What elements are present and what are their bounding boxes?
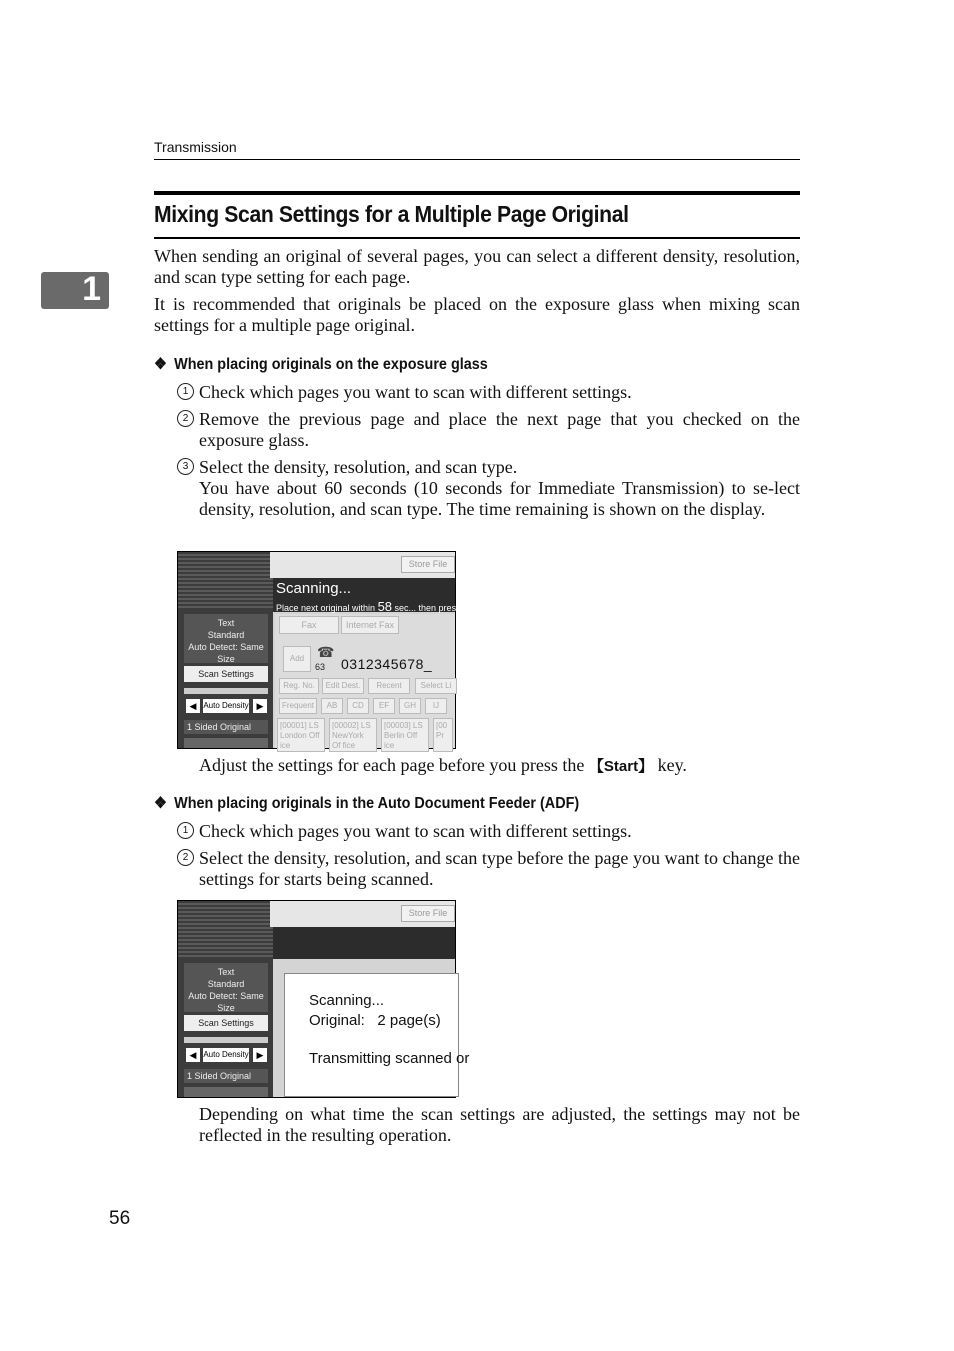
message-bar <box>273 927 455 959</box>
fax-icon: ☎ <box>317 644 335 660</box>
tab-fax[interactable]: Fax <box>279 616 339 634</box>
add-button[interactable]: Add <box>283 646 311 672</box>
note-timing: Depending on what time the scan settings are adjusted, the settings may not be reflected in the resulting operation. <box>199 1104 800 1145</box>
auto-density-button[interactable]: Auto Density <box>203 1048 249 1062</box>
destination-button[interactable]: [00002] LS NewYork Of fice <box>329 718 377 752</box>
step-item <box>177 409 800 451</box>
scan-settings-summary: Text Standard Auto Detect: Same Size <box>184 963 268 1012</box>
sided-original-button[interactable]: 1 Sided Original <box>184 720 268 734</box>
header-rule <box>154 159 800 160</box>
step-text: Remove the previous page and place the next page that you checked on the exposure glass. <box>199 409 800 450</box>
destination-button[interactable]: [00003] LS Berlin Off ice <box>381 718 429 752</box>
page-title: Mixing Scan Settings for a Multiple Page Original <box>154 201 629 227</box>
group-button[interactable]: CD <box>347 698 369 714</box>
place-next-message: Place next original within 58 sec... then press the St <box>276 599 487 614</box>
transmitting-message: Transmitting scanned or <box>309 1050 470 1067</box>
store-file-button[interactable]: Store File <box>401 556 455 573</box>
density-slider[interactable] <box>184 688 268 694</box>
intro-paragraph-1: When sending an original of several pages, you can select a different density, resolution, and scan type setting for each page. <box>154 246 800 287</box>
step-text: Check which pages you want to scan with different settings. <box>199 382 632 402</box>
scan-settings-button[interactable]: Scan Settings <box>184 666 268 682</box>
scan-settings-summary: Text Standard Auto Detect: Same Size <box>184 614 268 663</box>
bottom-left-button[interactable] <box>184 738 268 748</box>
group-button[interactable]: AB <box>321 698 343 714</box>
step-number: 2 <box>177 849 194 866</box>
density-lighter-button[interactable]: ◀ <box>186 699 200 713</box>
scanning-message-bar <box>273 578 487 614</box>
scanning-label: Scanning... <box>276 580 352 597</box>
original-pages: Original: 2 page(s) <box>309 1012 441 1029</box>
step-item <box>177 382 800 403</box>
edit-dest-button[interactable]: Edit Dest. <box>322 678 364 694</box>
step-item <box>177 457 800 478</box>
step-item <box>177 848 800 890</box>
group-button[interactable]: Frequent <box>279 698 317 714</box>
start-key: 【Start】 <box>588 758 654 775</box>
step-text: Select the density, resolution, and scan type before the page you want to change the settings for starts being scanned. <box>199 848 800 889</box>
destination-button[interactable]: [00 Pr <box>433 718 453 752</box>
step-item <box>177 821 800 842</box>
scanning-label: Scanning... <box>309 992 385 1009</box>
scanning-dialog <box>284 973 470 1097</box>
fax-number-input[interactable]: 0312345678_ <box>341 656 433 672</box>
seconds-remaining: 58 <box>377 599 393 614</box>
density-darker-button[interactable]: ▶ <box>253 1048 267 1062</box>
diamond-icon: ❖ <box>154 356 167 373</box>
screenshot-scanning-adf <box>177 900 470 1098</box>
tab-internet-fax[interactable]: Internet Fax <box>341 616 399 634</box>
step-text: Check which pages you want to scan with different settings. <box>199 821 632 841</box>
title-bottom-rule <box>154 237 800 239</box>
title-top-rule <box>154 191 800 195</box>
step-3-detail: You have about 60 seconds (10 seconds for Immediate Transmission) to se-lect density, resolution, and scan type. The time remaining is shown on the display. <box>199 478 800 519</box>
auto-density-button[interactable]: Auto Density <box>203 699 249 713</box>
scan-settings-button[interactable]: Scan Settings <box>184 1015 268 1031</box>
sided-original-button[interactable]: 1 Sided Original <box>184 1069 268 1083</box>
page-number: 56 <box>109 1208 131 1229</box>
select-list-button[interactable]: Select Li <box>415 678 457 694</box>
step-number: 2 <box>177 410 194 427</box>
store-file-button[interactable]: Store File <box>401 905 455 922</box>
intro-paragraph-2: It is recommended that originals be placed on the exposure glass when mixing scan settings for a multiple page original. <box>154 294 800 335</box>
step-number: 1 <box>177 822 194 839</box>
group-button[interactable]: EF <box>373 698 395 714</box>
section-heading-adf <box>154 793 579 813</box>
section-heading-glass <box>154 354 488 374</box>
group-button[interactable]: GH <box>399 698 421 714</box>
step-text: Select the density, resolution, and scan type. <box>199 457 518 477</box>
running-head: Transmission <box>154 139 237 155</box>
group-button[interactable]: IJ <box>425 698 447 714</box>
section-heading-text: When placing originals in the Auto Document Feeder (ADF) <box>174 795 580 812</box>
note-adjust-settings: Adjust the settings for each page before you press the 【Start】 key. <box>199 755 687 775</box>
density-lighter-button[interactable]: ◀ <box>186 1048 200 1062</box>
destination-button[interactable]: [00001] LS London Off ice <box>277 718 325 752</box>
screenshot-scanning-glass <box>177 551 487 750</box>
section-heading-text: When placing originals on the exposure glass <box>174 356 488 373</box>
chapter-number: 1 <box>82 270 101 308</box>
density-slider[interactable] <box>184 1037 268 1043</box>
chapter-tab <box>41 272 109 309</box>
destination-count: 63 <box>315 662 326 672</box>
step-number: 1 <box>177 383 194 400</box>
page-count: 2 <box>377 1012 386 1029</box>
reg-no-button[interactable]: Reg. No. <box>279 678 319 694</box>
bottom-left-button[interactable] <box>184 1087 268 1097</box>
step-number: 3 <box>177 458 194 475</box>
density-darker-button[interactable]: ▶ <box>253 699 267 713</box>
recent-button[interactable]: Recent <box>368 678 410 694</box>
diamond-icon: ❖ <box>154 795 167 812</box>
fax-panel <box>275 614 455 748</box>
